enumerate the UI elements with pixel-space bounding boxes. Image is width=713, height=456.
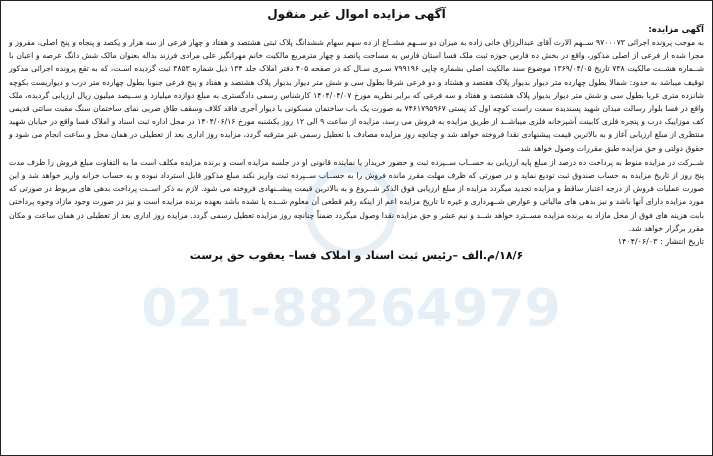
signature-line: ۱۸/۶/م.الف –رئیس ثبت اسناد و املاک فسا– یعقوب حق پرست [189, 249, 524, 263]
auction-details-paragraph: به موجب پرونده اجرائی ۹۷۰۰۰۷۳ ســهم الارث آقای عبدالرزاق خانی زاده به میزان دو ســهم مشــاع از ده سهم سهام ششدانگ پلاک ثبتی هشتصد و هفتاد و چهار فرعی از سه هزار و یکصد و پنجاه و پنج اصلی، مفروز و مجزا شده از فرعی از اصلی مذکور، واقع در بخش ده فارس حوزه ثبت ملک فسا استان فارس به مساحت پانصد و چهار مترمربع مالکیت خانم مهرانگیز علی مرادی فرزند بداله بعنوان مالک شش دانگ عرصه و اعیان با شــماره هشــت مالکیت ۷۳۸ تاریخ ۱۳۶۹/۰۴/۰۵ موضوع سند مالکیت اصلی بشماره چاپی ۷۹۹۱۹۶ سـری سـال که در صفحه ۴۰۵ دفتر املاک جلد ۱۳۴ ذیل شماره ۳۸۵۳ ثبت گردیده اسـت، که به تقع پرونده اجرائی مذکور توقیف میباشد به حدود: شمالا بطول چهارده متر دیوار بدیوار پلاک هفتصد و هشتاد و دو فرعی شرقا بطول سی و شش متر دیوار بدیوار پلاک هشتصد و هفتاد و پنج فرعی جنوبا بطول چهارده متر درب و دیواریست بکوچه شانزده متری غربا بطول سی و شش متر دیوار بدیوار پلاک هشتصد و هفتاد و سه فرعی که برابر نظریه مورخ ۱۴۰۴/۰۴/۰۷ کارشناس رسمی دادگستری به مبلغ دوازده میلیارد و ســیصد میلیون ریال ارزیابی گردیده، ملک واقع در فسا بلوار رسالت میدان شهید پسندیده سمت راست کوچه اول کد پستی ۷۴۶۱۷۹۵۹۶۷ به صورت یک باب ساختمان مسکونی با دیوار آجری فاقد کلاف وسقف طاق ضربی نمای ساختمان سنگ مقبت ساتتی قدیمی کف موزاییک درب و پنجره فلزی کابینت آشپزخانه فلزی میباشــد از طریق مزایده به فروش می رسد، مزایده از ساعت ۹ الی ۱۲ روز یکشنبه مورخ ۱۴۰۴/۰۶/۱۶ در محل اداره ثبت اسناد و املاک فسا واقع در خیابان شهید منتظری از مبلغ ارزیابی آغاز و به بالاترین قیمت پیشنهادی نقدا فروخته خواهد شد و چنانچه روز مزایده مصادف با تعطیل رسمی غیر مترقبه گردد، مزایده روز اداری بعد از تعطیلی در همان محل و ساعت انجام می شود و حقوق دولتی و حق مزایده طبق مقررات وصول خواهد شد. [9, 38, 705, 153]
notice-title: آگهی مزایده اموال غیر منقول [267, 7, 446, 21]
publish-date: تاریخ انتشار : ۱۴۰۴/۰۶/۰۳ [617, 237, 704, 247]
watermark-phone: 021-88264979 [141, 279, 561, 339]
intro-label: آگهی مزایده: [648, 25, 704, 35]
auction-terms-paragraph: شــرکت در مزایده منوط به پرداخت ده درصد از مبلغ پایه ارزیابی به حســاب ســپرده ثبت و حضور خریدار یا نماینده قانونی او در جلسه مزایده است و برنده مزایده مکلف است ما به التفاوت مبلغ فروش را ظرف مدت پنج روز از تاریخ مزایده به حساب صندوق ثبت تودیع نماید و در صورتی که ظرف مهلت مقرر مانده فروش را به حســاب ســپرده ثبت واریز نکند مبلغ مذکور قابل استرداد نبوده و به حساب خزانه واریز خواهد شد و این صورت عملیات فروش از درجه اعتبار ساقط و مزایده تجدید میگردد مزایده از مبلغ ارزیابی فوق الذکر شــروع و به بالاترین قیمت پیشــنهادی فروخته می شود. لازم به ذکر اســت پرداخت بدهی های مربوط در صورتی که مورد مزایده دارای آنها باشد و نیز بدهی های مالیاتی و عوارض شــهرداری و غیره تا تاریخ مزایده اعم از اینکه رقم قطعی آن معلوم شــده یا نشده باشد بعهده برنده مزایده است و نیز در صورت وجود مازاد وجوه پرداختی بابت هزینه های فوق از محل مازاد به برنده مزایده مســترد خواهد شــد و نیم عشر و حق مزایده نقدا وصول میگردد ضمناً چنانچه روز مزایده تعطیل رسمی گردد. مزایده روز اداری بعد از تعطیلی در همان ساعت و مکان مقرر برگزار خواهد شد. [9, 157, 704, 233]
